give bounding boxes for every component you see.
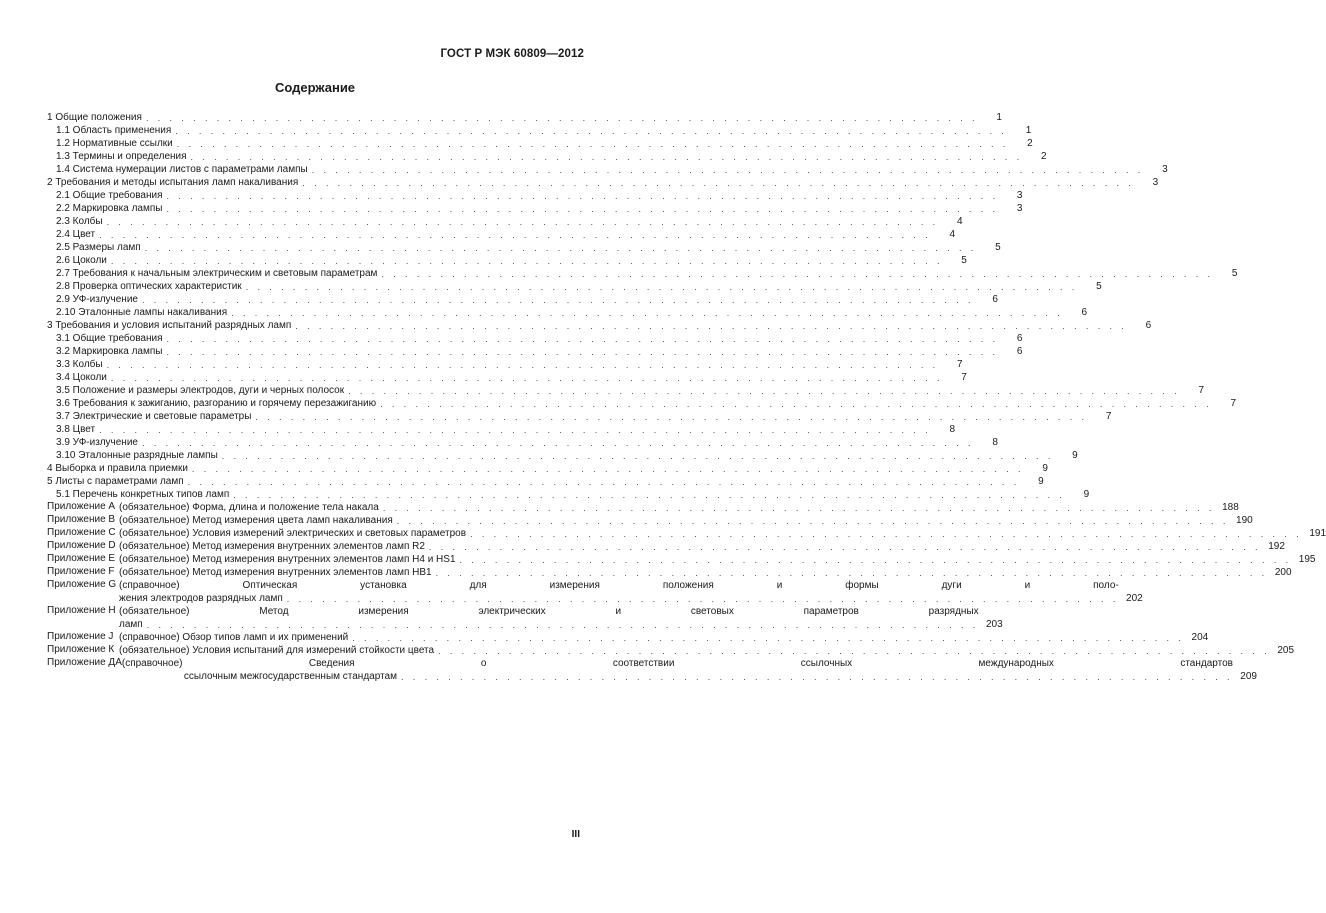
appendix-title: (обязательное) Метод измерения электрических и световых параметров разрядных [119,605,979,617]
toc-entry-label: 3 Требования и условия испытаний разрядных ламп [47,320,292,331]
toc-entry-page: 6 [1145,320,1152,331]
dot-leader: . . . . . . . . . . . . . . . . . . . . . . . . . . . . . . . . . . . . . . . . . . . . . . . . . . . . . . . . . . . . . . . . . . . . . . . [435,568,1268,578]
dot-leader: . . . . . . . . . . . . . . . . . . . . . . . . . . . . . . . . . . . . . . . . . . . . . . . . . . . . . . . . . . . . . . . . . . . . . . . [144,243,977,253]
toc-entry-page: 9 [1042,463,1048,474]
toc-entry-page: 6 [1016,333,1023,344]
appendix-title: (обязательное) Условия измерений электрических и световых параметров [119,527,467,539]
dot-leader: . . . . . . . . . . . . . . . . . . . . . . . . . . . . . . . . . . . . . . . . . . . . . . . . . . . . . . . . . . . . . . . . . . . . . . . [231,308,1064,318]
dot-leader: . . . . . . . . . . . . . . . . . . . . . . . . . . . . . . . . . . . . . . . . . . . . . . . . . . . . . . . . . . . . . . . . . . . . . . . [145,113,978,123]
appendix-page: 204 [1191,631,1209,643]
appendix-title: (обязательное) Метод измерения внутренних элементов ламп R2 [119,540,425,552]
dot-leader: . . . . . . . . . . . . . . . . . . . . . . . . . . . . . . . . . . . . . . . . . . . . . . . . . . . . . . . . . . . . . . . . . . . . . . . [146,620,979,630]
toc-entry-page: 8 [992,437,998,448]
dot-leader: . . . . . . . . . . . . . . . . . . . . . . . . . . . . . . . . . . . . . . . . . . . . . . . . . . . . . . . . . . . . . . . . . . . . . . . [380,399,1213,409]
dot-leader: . . . . . . . . . . . . . . . . . . . . . . . . . . . . . . . . . . . . . . . . . . . . . . . . . . . . . . . . . . . . . . . . . . . . . . . [286,594,1119,604]
toc-entry-label: 1.2 Нормативные ссылки [56,138,173,149]
toc-entry-page: 6 [1016,346,1023,357]
toc-entry-label: 3.2 Маркировка лампы [56,346,163,357]
toc-entry[interactable] [47,293,998,306]
toc-entry[interactable] [47,462,1048,475]
toc-entry-label: 5.1 Перечень конкретных типов ламп [56,489,230,500]
toc-entry[interactable] [47,124,1032,137]
appendix-page: 188 [1222,501,1239,513]
appendix-name: Приложение С [47,527,116,538]
toc-entry-page: 7 [961,372,967,383]
dot-leader: . . . . . . . . . . . . . . . . . . . . . . . . . . . . . . . . . . . . . . . . . . . . . . . . . . . . . . . . . . . . . . . . . . . . . . . [311,165,1144,175]
toc-entry-page: 5 [995,242,1001,253]
dot-leader: . . . . . . . . . . . . . . . . . . . . . . . . . . . . . . . . . . . . . . . . . . . . . . . . . . . . . . . . . . . . . . . . . . . . . . . [110,256,943,266]
toc-entry-page: 8 [949,424,956,435]
toc-entry[interactable] [47,384,1205,397]
dot-leader: . . . . . . . . . . . . . . . . . . . . . . . . . . . . . . . . . . . . . . . . . . . . . . . . . . . . . . . . . . . . . . . . . . . . . . . [166,334,999,344]
appendix-page: 200 [1274,566,1292,578]
toc-entry[interactable] [47,358,963,371]
dot-leader: . . . . . . . . . . . . . . . . . . . . . . . . . . . . . . . . . . . . . . . . . . . . . . . . . . . . . . . . . . . . . . . . . . . . . . . [302,178,1135,188]
toc-entry[interactable] [47,176,1159,189]
toc-entry-page: 9 [1038,476,1044,487]
toc-entry-label: 3.9 УФ-излучение [56,437,138,448]
dot-leader: . . . . . . . . . . . . . . . . . . . . . . . . . . . . . . . . . . . . . . . . . . . . . . . . . . . . . . . . . . . . . . . . . . . . . . . [295,321,1128,331]
dot-leader: . . . . . . . . . . . . . . . . . . . . . . . . . . . . . . . . . . . . . . . . . . . . . . . . . . . . . . . . . . . . . . . . . . . . . . . [382,503,1215,513]
dot-leader: . . . . . . . . . . . . . . . . . . . . . . . . . . . . . . . . . . . . . . . . . . . . . . . . . . . . . . . . . . . . . . . . . . . . . . . [352,633,1185,643]
appendix-title: жения электродов разрядных ламп [119,592,283,604]
toc-entry-page: 3 [1152,177,1159,188]
toc-entry[interactable] [47,215,963,228]
toc-entry-page: 6 [1081,307,1088,318]
toc-entry-page: 3 [1016,203,1023,214]
appendix-title: (справочное) Обзор типов ламп и их применений [119,631,349,643]
appendix-page: 190 [1236,514,1253,526]
dot-leader: . . . . . . . . . . . . . . . . . . . . . . . . . . . . . . . . . . . . . . . . . . . . . . . . . . . . . . . . . . . . . . . . . . . . . . . [459,555,1292,565]
toc-entry[interactable] [47,163,1168,176]
appendix-entry[interactable] [47,501,1239,514]
page-title: Содержание [274,80,356,95]
appendix-name: Приложение А [47,501,116,512]
toc-entry-label: 3.10 Эталонные разрядные лампы [56,450,218,461]
toc-entry[interactable] [47,475,1044,488]
dot-leader: . . . . . . . . . . . . . . . . . . . . . . . . . . . . . . . . . . . . . . . . . . . . . . . . . . . . . . . . . . . . . . . . . . . . . . . [106,217,939,227]
dot-leader: . . . . . . . . . . . . . . . . . . . . . . . . . . . . . . . . . . . . . . . . . . . . . . . . . . . . . . . . . . . . . . . . . . . . . . . [141,438,974,448]
appendix-title: (справочное) Оптическая установка для измерения положения и формы дуги и поло- [119,579,1119,591]
toc-entry-label: 3.6 Требования к зажиганию, разгоранию и горячему перезажиганию [56,398,377,409]
toc-entry-label: 2.4 Цвет [56,229,96,240]
appendix-name: Приложение ДА [47,657,122,668]
toc-entry[interactable] [47,202,1023,215]
toc-entry-label: 2.2 Маркировка лампы [56,203,163,214]
toc-entry-page: 7 [1198,385,1205,396]
toc-entry-label: 1.4 Система нумерации листов с параметрами лампы [56,164,308,175]
appendix-name: Приложение D [47,540,116,551]
appendix-entry[interactable] [47,566,1292,579]
dot-leader: . . . . . . . . . . . . . . . . . . . . . . . . . . . . . . . . . . . . . . . . . . . . . . . . . . . . . . . . . . . . . . . . . . . . . . . [470,529,1303,539]
toc-entry-label: 2.8 Проверка оптических характеристик [56,281,242,292]
appendix-title: ссылочным межгосударственным стандартам [183,670,397,682]
appendix-name: Приложение J [47,631,114,642]
dot-leader: . . . . . . . . . . . . . . . . . . . . . . . . . . . . . . . . . . . . . . . . . . . . . . . . . . . . . . . . . . . . . . . . . . . . . . . [428,542,1261,552]
toc-entry[interactable] [47,241,1001,254]
toc-entry-page: 3 [1162,164,1168,175]
appendix-entry[interactable] [47,527,1326,540]
toc-entry[interactable] [47,306,1088,319]
toc-entry[interactable] [47,410,1112,423]
dot-leader: . . . . . . . . . . . . . . . . . . . . . . . . . . . . . . . . . . . . . . . . . . . . . . . . . . . . . . . . . . . . . . . . . . . . . . . [348,386,1181,396]
dot-leader: . . . . . . . . . . . . . . . . . . . . . . . . . . . . . . . . . . . . . . . . . . . . . . . . . . . . . . . . . . . . . . . . . . . . . . . [141,295,974,305]
toc-entry-page: 5 [1231,268,1238,279]
toc-entry-label: 1.3 Термины и определения [56,151,187,162]
toc-entry-label: 3.3 Колбы [56,359,103,370]
appendix-name: Приложение G [47,579,117,590]
toc-entry[interactable] [47,449,1078,462]
toc-entry[interactable] [47,189,1023,202]
appendix-title: (обязательное) Форма, длина и положение тела накала [119,501,379,513]
toc-entry[interactable] [47,488,1090,501]
dot-leader: . . . . . . . . . . . . . . . . . . . . . . . . . . . . . . . . . . . . . . . . . . . . . . . . . . . . . . . . . . . . . . . . . . . . . . . [190,152,1023,162]
dot-leader: . . . . . . . . . . . . . . . . . . . . . . . . . . . . . . . . . . . . . . . . . . . . . . . . . . . . . . . . . . . . . . . . . . . . . . . [166,191,999,201]
dot-leader: . . . . . . . . . . . . . . . . . . . . . . . . . . . . . . . . . . . . . . . . . . . . . . . . . . . . . . . . . . . . . . . . . . . . . . . [106,360,939,370]
toc-entry-label: 2.7 Требования к начальным электрическим и световым параметрам [56,268,378,279]
toc-entry[interactable] [47,228,956,241]
toc-entry-page: 7 [1230,398,1237,409]
toc-entry-label: 3.1 Общие требования [56,333,163,344]
dot-leader: . . . . . . . . . . . . . . . . . . . . . . . . . . . . . . . . . . . . . . . . . . . . . . . . . . . . . . . . . . . . . . . . . . . . . . . [166,204,999,214]
toc-entry[interactable] [47,111,1002,124]
toc-entry-label: 3.4 Цоколи [56,372,107,383]
toc-entry[interactable] [47,267,1238,280]
toc-entry-page: 5 [1096,281,1102,292]
appendix-name: Приложение К [47,644,115,655]
toc-entry-label: 3.8 Цвет [56,424,96,435]
appendix-name: Приложение F [47,566,115,577]
toc-entry-label: 1.1 Область применения [56,125,172,136]
toc-entry-label: 3.5 Положение и размеры электродов, дуги и черных полосок [56,385,345,396]
dot-leader: . . . . . . . . . . . . . . . . . . . . . . . . . . . . . . . . . . . . . . . . . . . . . . . . . . . . . . . . . . . . . . . . . . . . . . . [176,139,1009,149]
dot-leader: . . . . . . . . . . . . . . . . . . . . . . . . . . . . . . . . . . . . . . . . . . . . . . . . . . . . . . . . . . . . . . . . . . . . . . . [191,464,1024,474]
toc-entry[interactable] [47,423,956,436]
appendix-page: 205 [1277,644,1295,656]
toc-entry-page: 7 [957,359,963,370]
dot-leader: . . . . . . . . . . . . . . . . . . . . . . . . . . . . . . . . . . . . . . . . . . . . . . . . . . . . . . . . . . . . . . . . . . . . . . . [221,451,1054,461]
dot-leader: . . . . . . . . . . . . . . . . . . . . . . . . . . . . . . . . . . . . . . . . . . . . . . . . . . . . . . . . . . . . . . . . . . . . . . . [381,269,1214,279]
toc-entry-label: 2 Требования и методы испытания ламп накаливания [47,177,299,188]
toc-entry-page: 3 [1016,190,1023,201]
toc-entry-label: 2.5 Размеры ламп [56,242,141,253]
toc-entry-page: 1 [1025,125,1032,136]
appendix-page: 203 [985,618,1003,630]
toc-entry-label: 2.9 УФ-излучение [56,294,138,305]
toc-entry-label: 2.10 Эталонные лампы накаливания [56,307,228,318]
appendix-page: 195 [1298,553,1316,565]
toc-entry[interactable] [47,319,1152,332]
dot-leader: . . . . . . . . . . . . . . . . . . . . . . . . . . . . . . . . . . . . . . . . . . . . . . . . . . . . . . . . . . . . . . . . . . . . . . . [99,230,932,240]
toc-entry-label: 2.1 Общие требования [56,190,163,201]
toc-entry-page: 6 [992,294,998,305]
toc-entry[interactable] [47,332,1023,345]
toc-entry[interactable] [47,254,967,267]
appendix-entry[interactable] [47,514,1253,527]
table-of-contents [47,111,1326,683]
dot-leader: . . . . . . . . . . . . . . . . . . . . . . . . . . . . . . . . . . . . . . . . . . . . . . . . . . . . . . . . . . . . . . . . . . . . . . . [166,347,999,357]
toc-entry-label: 5 Листы с параметрами ламп [47,476,184,487]
document-id-header: ГОСТ Р МЭК 60809—2012 [440,48,584,60]
dot-leader: . . . . . . . . . . . . . . . . . . . . . . . . . . . . . . . . . . . . . . . . . . . . . . . . . . . . . . . . . . . . . . . . . . . . . . . [110,373,943,383]
dot-leader: . . . . . . . . . . . . . . . . . . . . . . . . . . . . . . . . . . . . . . . . . . . . . . . . . . . . . . . . . . . . . . . . . . . . . . . [175,126,1008,136]
dot-leader: . . . . . . . . . . . . . . . . . . . . . . . . . . . . . . . . . . . . . . . . . . . . . . . . . . . . . . . . . . . . . . . . . . . . . . . [99,425,932,435]
page-number: III [571,829,580,840]
appendix-title: (обязательное) Метод измерения внутренних элементов ламп Н4 и HS1 [119,553,456,565]
toc-entry-page: 4 [949,229,956,240]
dot-leader: . . . . . . . . . . . . . . . . . . . . . . . . . . . . . . . . . . . . . . . . . . . . . . . . . . . . . . . . . . . . . . . . . . . . . . . [396,516,1229,526]
appendix-title: (обязательное) Условия испытаний для измерений стойкости цвета [119,644,435,656]
toc-entry[interactable] [47,371,967,384]
toc-entry[interactable] [47,150,1047,163]
toc-entry-page: 1 [996,112,1002,123]
dot-leader: . . . . . . . . . . . . . . . . . . . . . . . . . . . . . . . . . . . . . . . . . . . . . . . . . . . . . . . . . . . . . . . . . . . . . . . [400,672,1233,682]
appendix-name: Приложение Н [47,605,116,616]
toc-entry[interactable] [47,436,998,449]
appendix-title: (справочное) Сведения о соответствии ссылочных международных стандартов [121,657,1233,669]
appendix-name: Приложение Е [47,553,116,564]
appendix-name: Приложение В [47,514,116,525]
appendix-entry[interactable] [47,540,1285,553]
dot-leader: . . . . . . . . . . . . . . . . . . . . . . . . . . . . . . . . . . . . . . . . . . . . . . . . . . . . . . . . . . . . . . . . . . . . . . . [438,646,1271,656]
appendix-page: 202 [1126,592,1143,604]
toc-entry-label: 2.6 Цоколи [56,255,107,266]
toc-entry-label: 1 Общие положения [47,112,142,123]
appendix-page: 209 [1240,670,1257,682]
appendix-title: (обязательное) Метод измерения цвета ламп накаливания [119,514,393,526]
appendix-entry[interactable] [47,579,1143,605]
toc-entry[interactable] [47,137,1033,150]
toc-entry[interactable] [47,397,1237,410]
dot-leader: . . . . . . . . . . . . . . . . . . . . . . . . . . . . . . . . . . . . . . . . . . . . . . . . . . . . . . . . . . . . . . . . . . . . . . . [187,477,1020,487]
toc-entry-page: 2 [1027,138,1033,149]
toc-entry-page: 5 [961,255,967,266]
appendix-entry[interactable] [47,631,1209,644]
toc-entry[interactable] [47,345,1023,358]
appendix-title: (обязательное) Метод измерения внутренних элементов ламп НВ1 [119,566,432,578]
toc-entry[interactable] [47,280,1102,293]
appendix-entry[interactable] [47,657,1257,683]
appendix-page: 192 [1268,540,1285,552]
toc-entry-label: 4 Выборка и правила приемки [47,463,188,474]
appendix-entry[interactable] [47,605,1003,631]
toc-entry-label: 2.3 Колбы [56,216,103,227]
toc-entry-page: 7 [1105,411,1112,422]
appendix-title: ламп [119,618,143,630]
appendix-entry[interactable] [47,644,1295,657]
toc-entry-page: 4 [957,216,963,227]
toc-entry-page: 9 [1072,450,1078,461]
dot-leader: . . . . . . . . . . . . . . . . . . . . . . . . . . . . . . . . . . . . . . . . . . . . . . . . . . . . . . . . . . . . . . . . . . . . . . . [233,490,1066,500]
toc-entry-label: 3.7 Электрические и световые параметры [56,411,252,422]
appendix-page: 191 [1309,527,1326,539]
appendix-entry[interactable] [47,553,1316,566]
dot-leader: . . . . . . . . . . . . . . . . . . . . . . . . . . . . . . . . . . . . . . . . . . . . . . . . . . . . . . . . . . . . . . . . . . . . . . . [255,412,1088,422]
dot-leader: . . . . . . . . . . . . . . . . . . . . . . . . . . . . . . . . . . . . . . . . . . . . . . . . . . . . . . . . . . . . . . . . . . . . . . . [245,282,1078,292]
toc-entry-page: 2 [1040,151,1047,162]
toc-entry-page: 9 [1083,489,1090,500]
